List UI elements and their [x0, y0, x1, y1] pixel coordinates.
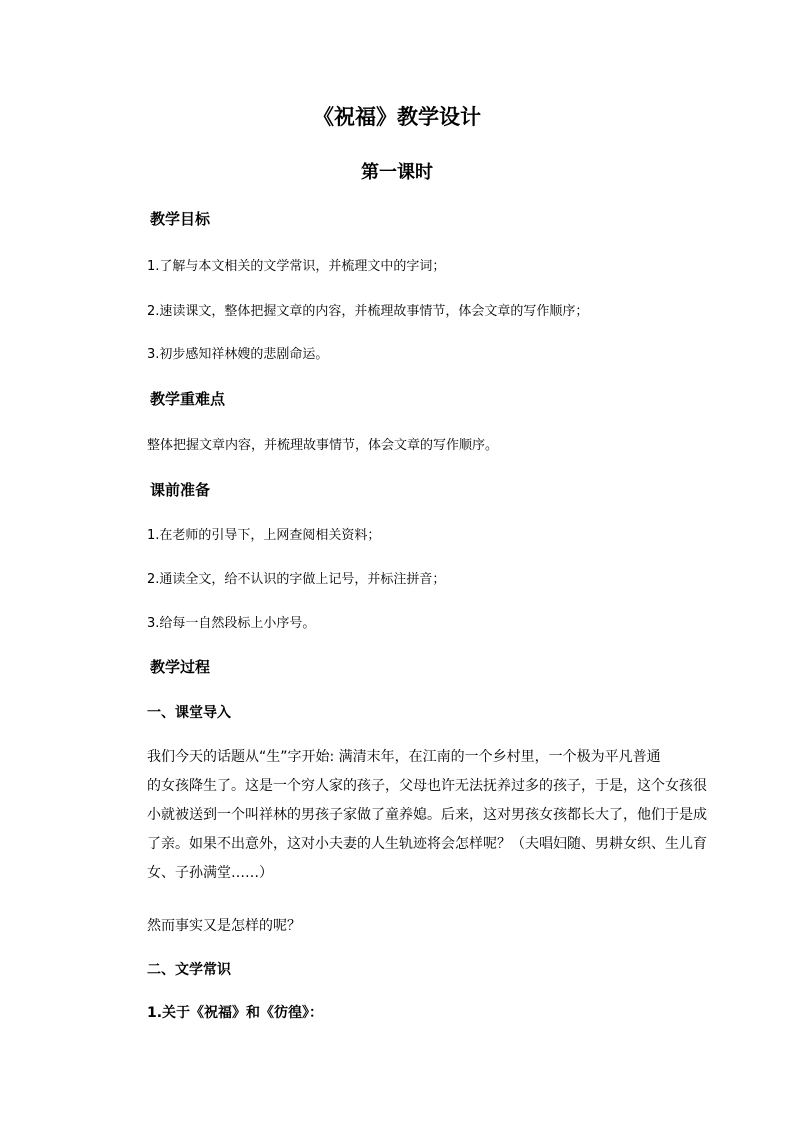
lesson-subtitle: 第一课时 — [361, 162, 433, 183]
intro-paragraph — [147, 743, 707, 888]
intro-line-1: 我们今天的话题从“生”字开始: 满清末年，在江南的一个乡村里，一个极为平凡普通 — [147, 749, 661, 765]
section-heading-goals: 教学目标 — [150, 210, 211, 228]
process-part1-heading: 一、课堂导入 — [147, 705, 231, 721]
section-heading-key-points: 教学重难点 — [150, 390, 226, 408]
key-points-text: 整体把握文章内容，并梳理故事情节，体会文章的写作顺序。 — [147, 438, 499, 453]
process-part2-subheading: 1.关于《祝福》和《彷徨》： — [147, 1005, 324, 1021]
goal-item-3: 3.初步感知祥林嫂的悲剧命运。 — [147, 347, 329, 362]
document-title: 《祝福》教学设计 — [313, 104, 481, 129]
goal-item-2: 2.速读课文，整体把握文章的内容，并梳理故事情节，体会文章的写作顺序； — [147, 304, 589, 319]
preparation-item-1: 1.在老师的引导下，上网查阅相关资料； — [147, 528, 381, 543]
preparation-item-3: 3.给每一自然段标上小序号。 — [147, 616, 316, 631]
goal-item-1: 1.了解与本文相关的文学常识，并梳理文中的字词； — [147, 259, 446, 274]
intro-line-2: 的女孩降生了。这是一个穷人家的孩子，父母也许无法抚养过多的孩子，于是，这个女孩很 — [147, 778, 707, 794]
intro-line-4: 了亲。如果不出意外，这对小夫妻的人生轨迹将会怎样呢？（夫唱妇随、男耕女织、生儿育 — [147, 836, 707, 852]
section-heading-process: 教学过程 — [150, 658, 211, 676]
process-part2-heading: 二、文学常识 — [147, 962, 231, 978]
preparation-item-2: 2.通读全文，给不认识的字做上记号，并标注拼音； — [147, 572, 446, 587]
section-heading-preparation: 课前准备 — [150, 481, 211, 499]
intro-line-3: 小就被送到一个叫祥林的男孩子家做了童养媳。后来，这对男孩女孩都长大了，他们于是成 — [147, 807, 707, 823]
intro-line-5: 女、子孙满堂……） — [147, 865, 273, 881]
intro-follow-up: 然而事实又是怎样的呢？ — [147, 918, 301, 934]
